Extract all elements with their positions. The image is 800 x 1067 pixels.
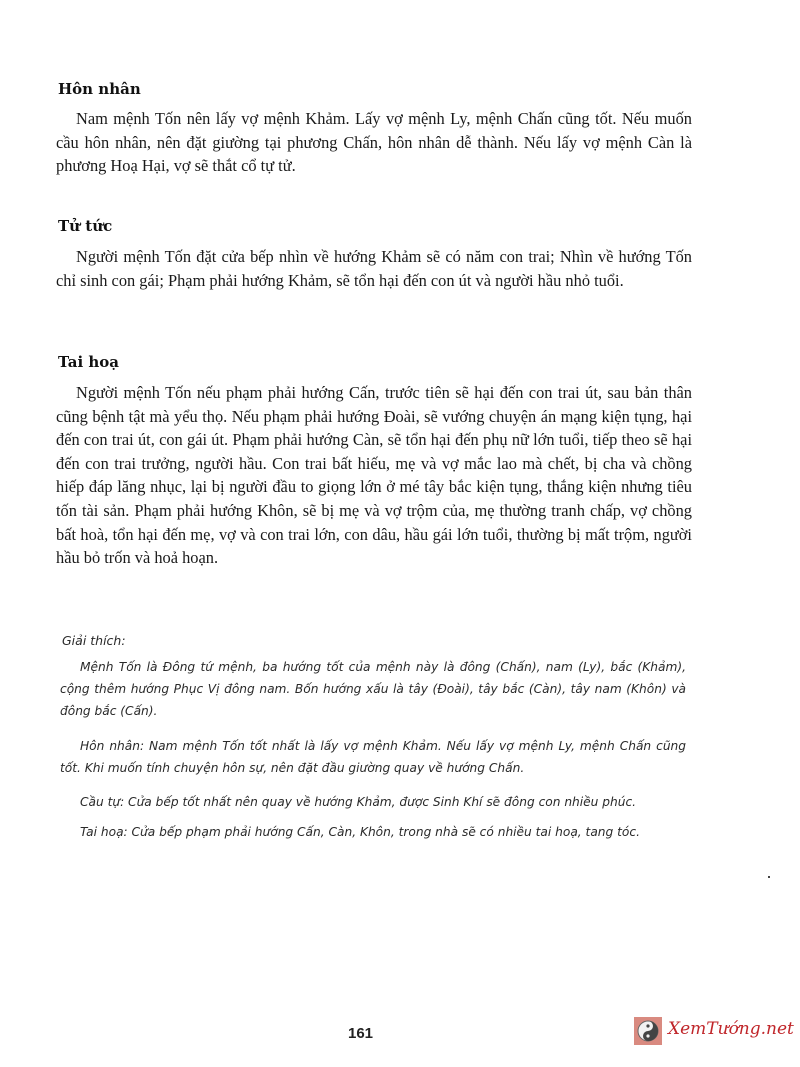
page-number: 161 [348,1025,374,1042]
scan-speck [768,876,770,878]
note-item: Mệnh Tốn là Đông tứ mệnh, ba hướng tốt của mệnh này là đông (Chấn), nam (Ly), bắc (Khảm), cộng thêm hướng Phục Vị đông nam. Bốn hướng xấu là tây (Đoài), tây bắc (Càn), tây nam (Khôn) và đông bắc (Cấn). [60,660,686,718]
yin-yang-icon [634,1017,662,1045]
note-item: Cầu tự: Cửa bếp tốt nhất nên quay về hướng Khảm, được Sinh Khí sẽ đông con nhiều phúc. [80,795,637,809]
watermark-logo [634,1015,794,1053]
paragraph-tai-hoa: Người mệnh Tốn nếu phạm phải hướng Cấn, trước tiên sẽ hại đến con trai út, sau bản thân cũng bệnh tật mà yểu thọ. Nếu phạm phải hướng Đoài, sẽ vướng chuyện án mạng kiện tụng, hại đến con trai út, con gái út. Phạm phải hướng Càn, sẽ tổn hại đến phụ nữ lớn tuổi, tiếp theo sẽ hại đến con trai trưởng, người hầu. Con trai bất hiếu, mẹ và vợ mắc lao mà chết, bị cha và chồng hiếp đáp lăng nhục, lại bị người đầu to giọng lớn ở mé tây bắc kiện tụng, thắng kiện nhưng tiêu tốn tài sản. Phạm phải hướng Khôn, sẽ bị mẹ và vợ trộm của, mẹ thường tranh chấp, vợ chồng bất hoà, tổn hại đến mẹ, vợ và con trai lớn, con dâu, hầu gái lớn tuổi, thường bị mất trộm, người hầu bỏ trốn và hoả hoạn. [56,383,692,568]
heading-hon-nhan: Hôn nhân [58,80,141,98]
watermark-text: XemTướng.net [668,1019,794,1039]
note-item: Hôn nhân: Nam mệnh Tốn tốt nhất là lấy vợ mệnh Khảm. Nếu lấy vợ mệnh Ly, mệnh Chấn cũng tốt. Khi muốn tính chuyện hôn sự, nên đặt đầu giường quay về hướng Chấn. [60,739,686,775]
paragraph-hon-nhan: Nam mệnh Tốn nên lấy vợ mệnh Khảm. Lấy vợ mệnh Ly, mệnh Chấn cũng tốt. Nếu muốn cầu hôn nhân, nên đặt giường tại phương Chấn, hôn nhân dễ thành. Nếu lấy vợ mệnh Càn là phương Hoạ Hại, vợ sẽ thắt cổ tự tử. [56,109,692,176]
notes-label: Giải thích: [62,633,126,648]
heading-tu-tuc: Tử tức [58,217,113,235]
paragraph-tu-tuc: Người mệnh Tốn đặt cửa bếp nhìn về hướng Khảm sẽ có năm con trai; Nhìn về hướng Tốn chỉ sinh con gái; Phạm phải hướng Khảm, sẽ tổn hại đến con út và người hầu nhỏ tuổi. [56,247,692,290]
heading-tai-hoa: Tai hoạ [58,353,119,371]
note-item: Tai hoạ: Cửa bếp phạm phải hướng Cấn, Càn, Khôn, trong nhà sẽ có nhiều tai hoạ, tang tóc. [80,825,640,839]
